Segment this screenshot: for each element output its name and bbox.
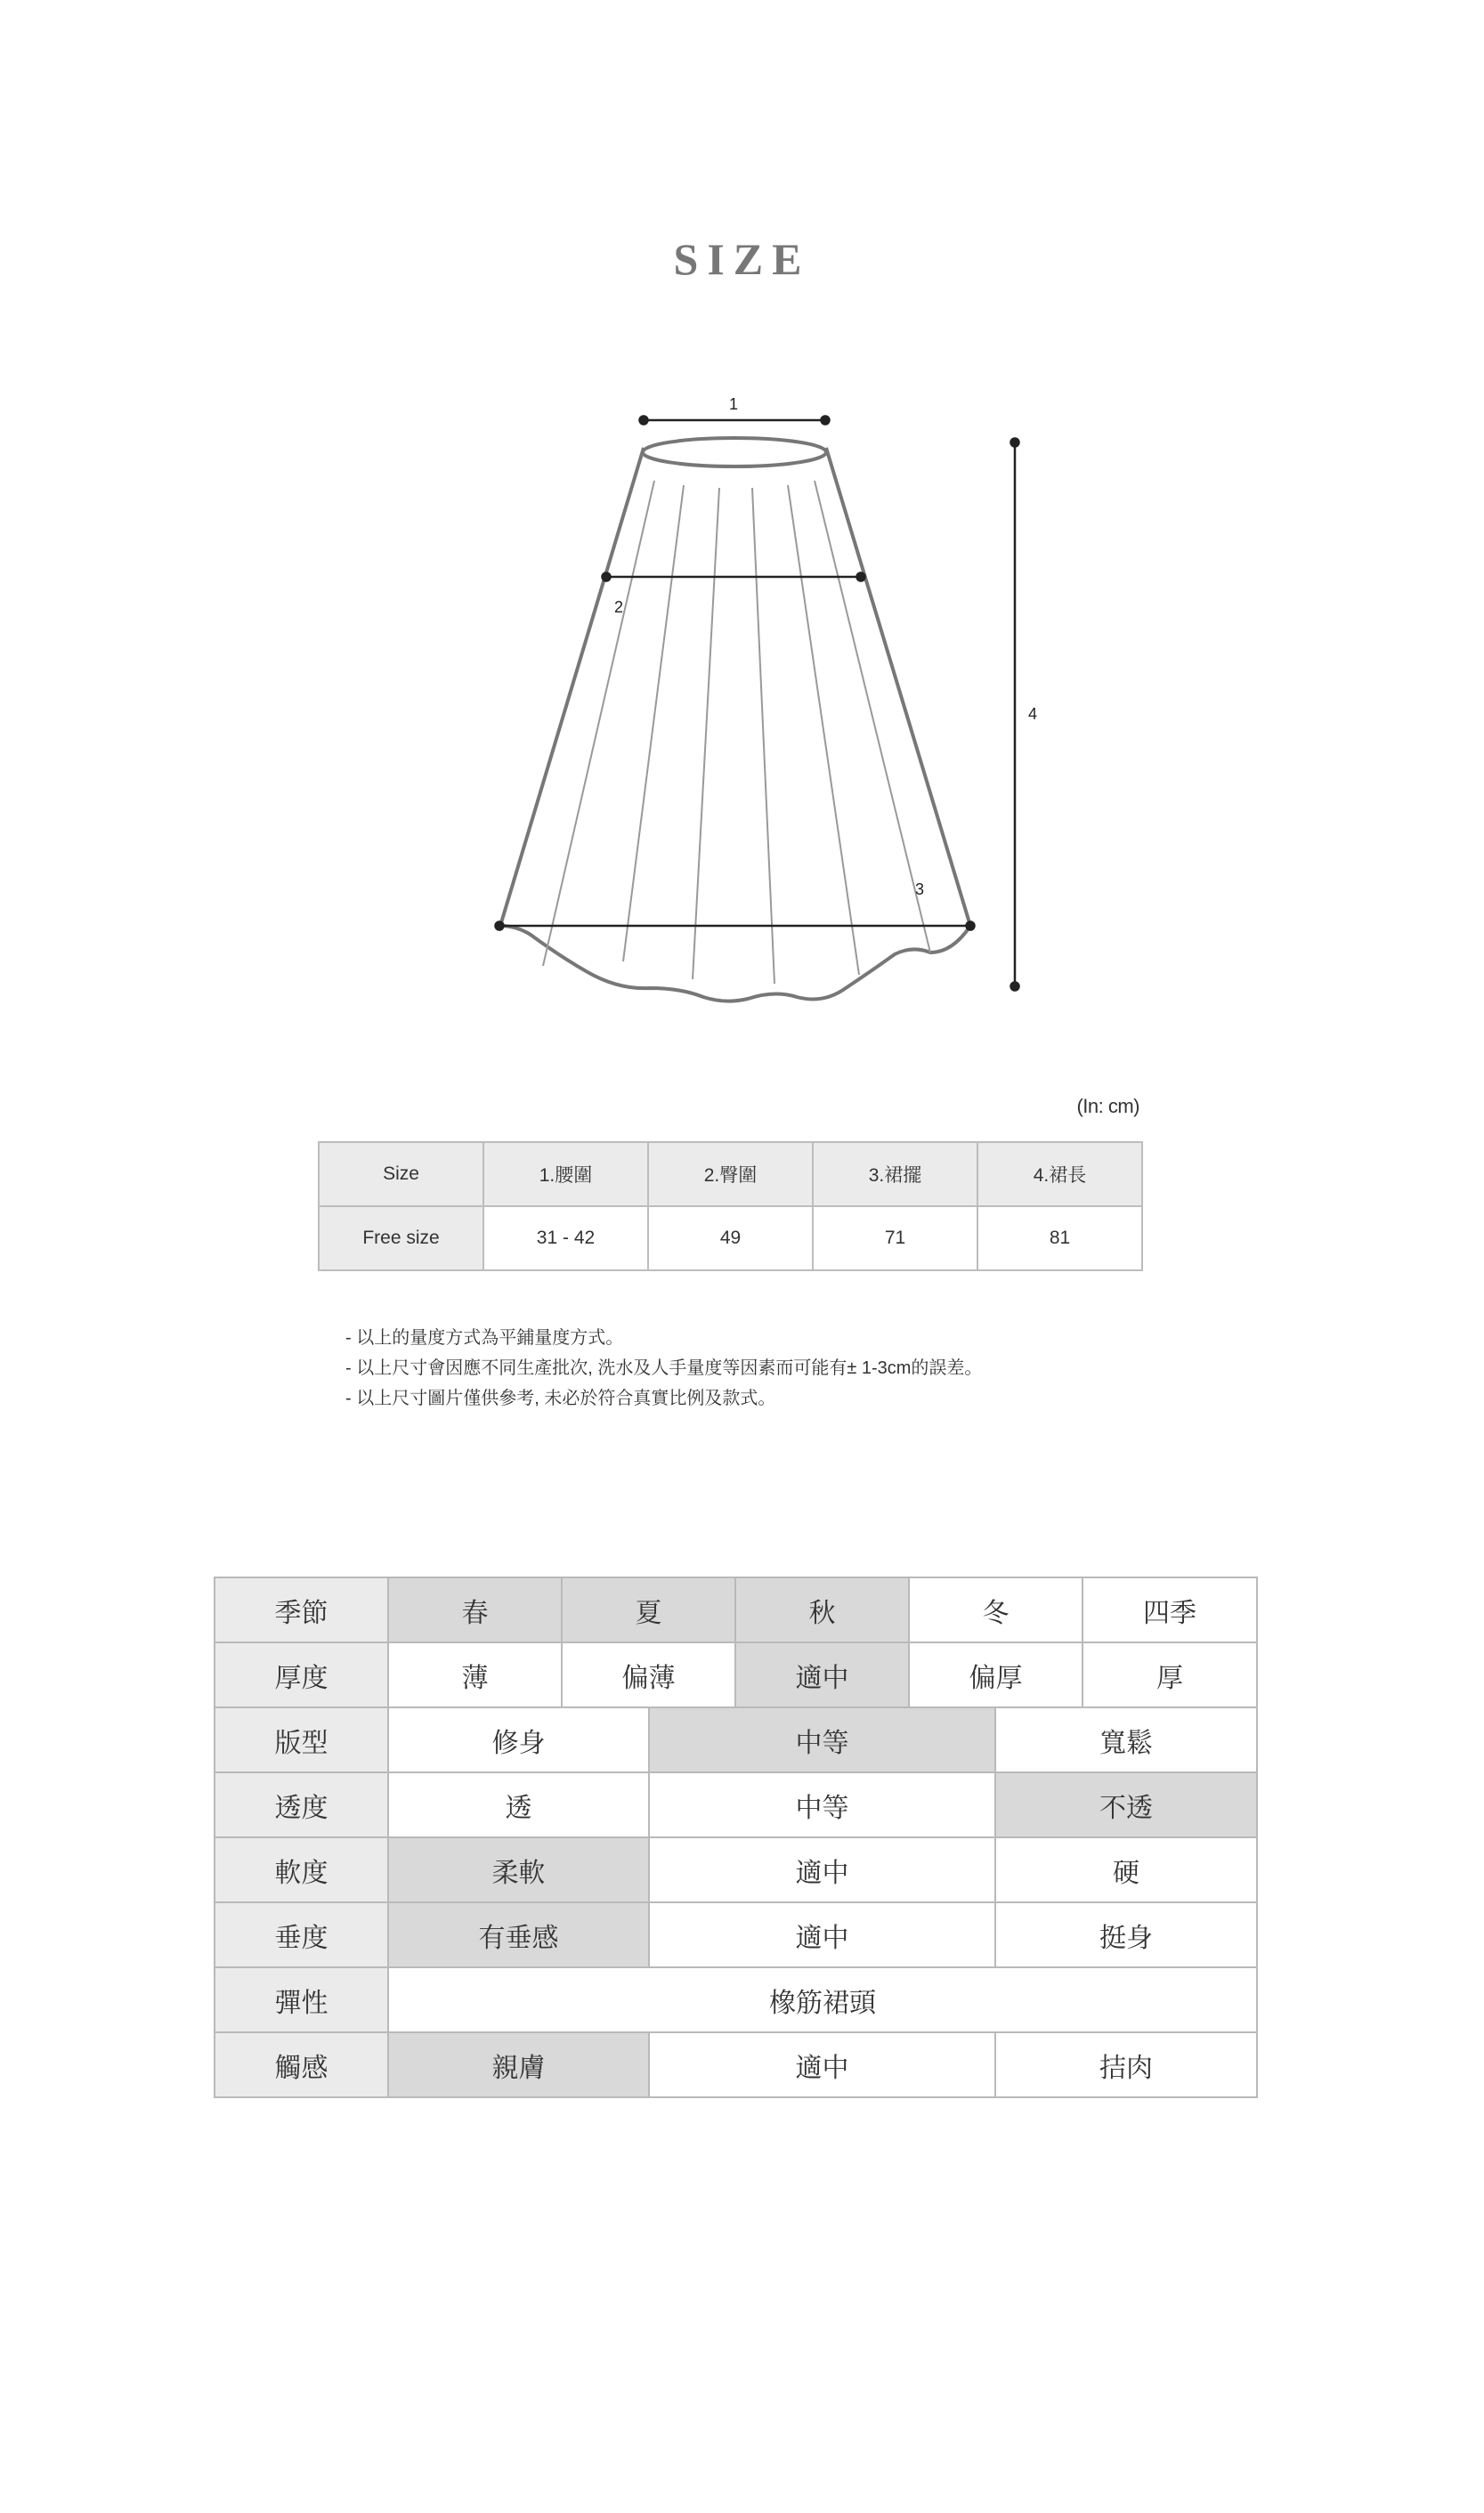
attr-option: 偏厚 [909, 1642, 1083, 1707]
attr-option: 冬 [909, 1577, 1083, 1642]
attr-label: 軟度 [215, 1837, 388, 1902]
measure-lines [496, 417, 1019, 991]
attr-option: 夏 [562, 1577, 735, 1642]
unit-label: (In: cm) [1076, 1095, 1139, 1117]
attr-option: 挺身 [995, 1902, 1257, 1967]
attr-option: 修身 [388, 1707, 649, 1772]
size-header-hip: 2.臀圍 [648, 1142, 813, 1206]
notes [345, 1323, 982, 1414]
measure-label-3: 3 [914, 880, 925, 898]
pleat-lines [543, 481, 930, 984]
size-header-size: Size [319, 1142, 483, 1206]
attr-label: 垂度 [215, 1902, 388, 1967]
attr-option: 橡筋裙頭 [388, 1967, 1257, 2032]
attr-row-drape [215, 1902, 1257, 1967]
attr-option: 厚 [1083, 1642, 1257, 1707]
size-header-hem: 3.裙擺 [813, 1142, 977, 1206]
attr-option: 春 [388, 1577, 562, 1642]
attr-option: 適中 [735, 1642, 909, 1707]
attr-label: 季節 [215, 1577, 388, 1642]
size-value-size: Free size [319, 1206, 483, 1270]
size-value-length: 81 [977, 1206, 1142, 1270]
attr-row-fit [215, 1707, 1257, 1772]
attr-option: 適中 [649, 1837, 995, 1902]
attr-label: 厚度 [215, 1642, 388, 1707]
attr-option: 寬鬆 [995, 1707, 1257, 1772]
attr-option: 拮肉 [995, 2032, 1257, 2097]
size-value-hem: 71 [813, 1206, 977, 1270]
attr-label: 版型 [215, 1707, 388, 1772]
attr-row-thickness [215, 1642, 1257, 1707]
size-table-row [319, 1206, 1142, 1270]
attr-row-touch [215, 2032, 1257, 2097]
size-value-hip: 49 [648, 1206, 813, 1270]
size-value-waist: 31 - 42 [483, 1206, 648, 1270]
attr-label: 彈性 [215, 1967, 388, 2032]
skirt-measurement-diagram [445, 374, 1068, 1015]
waistband [643, 438, 826, 466]
skirt-outline [500, 448, 970, 1001]
size-table-header-row [319, 1142, 1142, 1206]
attr-option: 中等 [649, 1772, 995, 1837]
attr-option: 偏薄 [562, 1642, 735, 1707]
attribute-table [214, 1577, 1258, 2098]
measure-label-2: 2 [613, 598, 624, 616]
note-line: - 以上尺寸會因應不同生產批次, 洗水及人手量度等因素而可能有± 1-3cm的誤差。 [345, 1358, 983, 1378]
attr-option: 硬 [995, 1837, 1257, 1902]
attr-option: 四季 [1083, 1577, 1257, 1642]
attr-option: 薄 [388, 1642, 562, 1707]
attr-row-elasticity [215, 1967, 1257, 2032]
attr-option: 親膚 [388, 2032, 649, 2097]
attr-label: 觸感 [215, 2032, 388, 2097]
size-table [318, 1141, 1143, 1271]
attr-option: 有垂感 [388, 1902, 649, 1967]
note-line: - 以上尺寸圖片僅供參考, 未必於符合真實比例及款式。 [345, 1389, 776, 1408]
attr-option: 中等 [649, 1707, 995, 1772]
measure-label-4: 4 [1027, 705, 1038, 723]
attr-option: 柔軟 [388, 1837, 649, 1902]
page-title: SIZE [673, 234, 811, 284]
note-line: - 以上的量度方式為平鋪量度方式。 [345, 1328, 624, 1348]
attr-label: 透度 [215, 1772, 388, 1837]
attr-row-softness [215, 1837, 1257, 1902]
attr-option: 適中 [649, 2032, 995, 2097]
attr-row-season [215, 1577, 1257, 1642]
attr-option: 不透 [995, 1772, 1257, 1837]
attr-option: 秋 [735, 1577, 909, 1642]
size-header-length: 4.裙長 [977, 1142, 1142, 1206]
measure-label-1: 1 [728, 395, 739, 413]
attr-option: 適中 [649, 1902, 995, 1967]
attr-row-sheerness [215, 1772, 1257, 1837]
size-header-waist: 1.腰圍 [483, 1142, 648, 1206]
attr-option: 透 [388, 1772, 649, 1837]
